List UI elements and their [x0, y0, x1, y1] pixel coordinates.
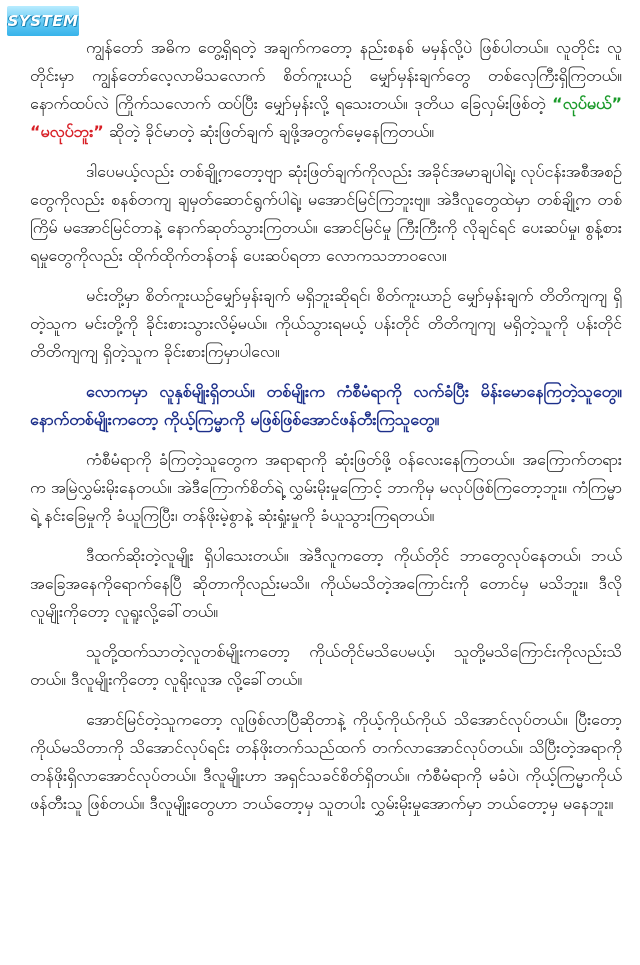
paragraph-2: ဒါပေမယ့်လည်း တစ်ချို့ကတော့ဗျာ ဆုံးဖြတ်ချက်ကိုလည်း အခိုင်အမာချပါရဲ့၊ လုပ်ငန်းအစီအစဉ်တွေကိုလည်း စနစ်တကျ ချမှတ်ဆောင်ရွက်ပါရဲ့၊ မအောင်မြင်ကြဘူးဗျ။ အဲဒီလူတွေထဲမှာ တစ်ချို့က တစ်ကြိမ် မအောင်မြင်တာနဲ့ နောက်ဆုတ်သွားကြတယ်။ အောင်မြင်မှု ကြီးကြီးကို လိုချင်ရင် ပေးဆပ်မှု၊ စွန့်စားရမှုတွေကိုလည်း ထိုက်ထိုက်တန်တန် ပေးဆပ်ရတာ လောကသဘာဝလေ။ [30, 162, 622, 265]
system-badge [7, 6, 79, 36]
paragraph-1 [30, 34, 622, 146]
paragraph-6: ဒီထက်ဆိုးတဲ့လူမျိုး ရှိပါသေးတယ်။ အဲဒီလူကတော့ ကိုယ်တိုင် ဘာတွေလုပ်နေတယ်၊ ဘယ်အခြေအနေကိုရောက်နေပြီ ဆိုတာကိုလည်းမသိ။ ကိုယ်မသိတဲ့အကြောင်းကို တောင်မှ မသိဘူး။ ဒီလိုလူမျိုးကိုတော့ လူရူးလို့ခေါ်တယ်။ [30, 546, 622, 621]
article-body [30, 34, 622, 830]
pull-quote: လောကမှာ လူနှစ်မျိုးရှိတယ်။ တစ်မျိုးက ကံစီမံရာကို လက်ခံပြီး မိန်းမောနေကြတဲ့သူတွေ။ နောက်တစ်မျိုးကတော့ ကိုယ့်ကြမ္မာကို မဖြစ်ဖြစ်အောင်ဖန်တီးကြသူတွေ။ [30, 382, 622, 429]
paragraph-7: သူတို့ထက်သာတဲ့လူတစ်မျိုးကတော့ ကိုယ်တိုင်မသိပေမယ့်၊ သူတို့မသိကြောင်းကိုလည်းသိတယ်။ ဒီလူမျိုးကိုတော့ လူရိုးလူအ လို့ခေါ်တယ်။ [30, 642, 622, 689]
paragraph-5: ကံစီမံရာကို ခံကြတဲ့သူတွေက အရာရာကို ဆုံးဖြတ်ဖို့ ဝန်လေးနေကြတယ်။ အကြောက်တရားက အမြဲလွှမ်းမိုးနေတယ်။ အဲဒီကြောက်စိတ်ရဲ့ လွှမ်းမိုးမှုကြောင့် ဘာကိုမှ မလုပ်ဖြစ်ကြတော့ဘူး။ ကံကြမ္မာရဲ့ နင်းခြေမှုကို ခံယူကြပြီး၊ တန်ဖိုးမဲ့စွာနဲ့ ဆုံးရှုံးမှုကို ခံယူသွားကြရတယ်။ [30, 450, 622, 525]
paragraph-8: အောင်မြင်တဲ့သူကတော့ လူဖြစ်လာပြီဆိုတာနဲ့ ကိုယ့်ကိုယ်ကိုယ် သိအောင်လုပ်တယ်။ ပြီးတော့ ကိုယ်မသိတာကို သိအောင်လုပ်ရင်း တန်ဖိုးတက်သည်ထက် တက်လာအောင်လုပ်တယ်။ သိပြီးတဲ့အရာကို တန်ဖိုးရှိလာအောင်လုပ်တယ်။ ဒီလူမျိုးဟာ အရှင်သခင်စိတ်ရှိတယ်။ ကံစီမံရာကို မခံပဲ၊ ကိုယ့်ကြမ္မာကိုယ်ဖန်တီးသူ ဖြစ်တယ်။ ဒီလူမျိုးတွေဟာ ဘယ်တော့မှ သူတပါး လွှမ်းမိုးမှုအောက်မှာ ဘယ်တော့မှ မနေဘူး။ [30, 710, 622, 813]
system-badge-label: SYSTEM [7, 12, 79, 30]
paragraph-1-tail: ဆိုတဲ့ ခိုင်မာတဲ့ ဆုံးဖြတ်ချက် ချဖို့အတွက်မေ့နေကြတယ်။ [103, 122, 435, 141]
highlight-wont-do: “မလုပ်ဘူး” [30, 122, 104, 141]
paragraph-1-text: ကျွန်တော် အဓိက တွေ့ရှိရတဲ့ အချက်ကတော့ နည်းစနစ် မမှန်လို့ပဲ ဖြစ်ပါတယ်။ လူတိုင်း လူတိုင်းမှာ ကျွန်တော်လေ့လာမိသလောက် စိတ်ကူးယဉ် မျှော်မှန်းချက်တွေ တစ်လှေကြီးရှိကြတယ်။ နောက်ထပ်လဲ ကြိုက်သလောက် ထပ်ပြီး မျှော်မှန်းလို့ ရသေးတယ်။ ဒုတိယ ခြေလှမ်းဖြစ်တဲ့ [30, 38, 622, 113]
paragraph-3: မင်းတို့မှာ စိတ်ကူးယဉ်မျှော်မှန်းချက် မရှိဘူးဆိုရင်၊ စိတ်ကူးယာဉ် မျှော်မှန်းချက် တိတိကျကျ ရှိတဲ့သူက မင်းတို့ကို ခိုင်းစားသွားလိမ့်မယ်။ ကိုယ်သွားရမယ့် ပန်းတိုင် တိတိကျကျ မရှိတဲ့သူကို ပန်းတိုင် တိတိကျကျ ရှိတဲ့သူက ခိုင်းစားကြမှာပါလေ။ [30, 286, 622, 361]
highlight-will-do: “လုပ်မယ်” [552, 94, 622, 113]
